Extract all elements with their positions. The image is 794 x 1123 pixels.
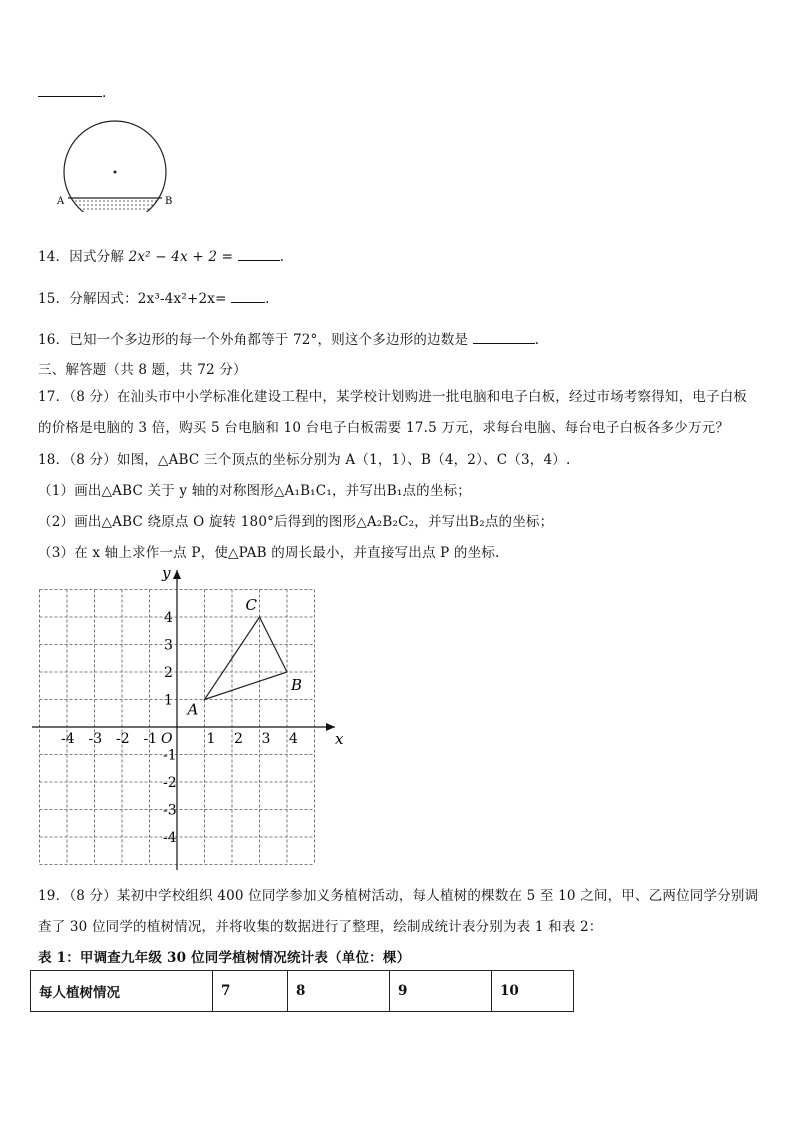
triangle-outline xyxy=(205,617,288,700)
q14-expr: 2x² − 4x + 2 = xyxy=(128,249,234,265)
q16-text: 16．已知一个多边形的每一个外角都等于 72°，则这个多边形的边数是 xyxy=(38,332,469,348)
y-tick-label: -2 xyxy=(163,775,177,791)
q14-end: . xyxy=(279,249,285,265)
triangle-abc xyxy=(186,596,303,719)
y-axis-label: y xyxy=(162,564,171,582)
tick-labels xyxy=(61,610,298,846)
x-tick-label: -4 xyxy=(61,731,75,747)
label-a: A xyxy=(57,196,65,207)
table-1 xyxy=(30,970,574,1012)
table-cell: 10 xyxy=(492,971,574,1012)
y-axis-arrow xyxy=(173,570,181,579)
x-axis-arrow xyxy=(326,723,335,731)
answer-line xyxy=(38,82,107,101)
q19-line1: 19．（8 分）某初中学校组织 400 位同学参加义务植树活动，每人植树的棵数在 5 至 10 之间，甲、乙两位同学分别调 xyxy=(38,888,759,904)
q14-blank xyxy=(238,246,280,261)
y-tick-label: 4 xyxy=(164,610,173,626)
label-b: B xyxy=(165,196,173,207)
origin-label: O xyxy=(161,731,173,747)
x-tick-label: 4 xyxy=(289,731,298,747)
x-tick-label: -3 xyxy=(88,731,103,747)
circle-figure xyxy=(55,120,185,212)
y-tick-label: 2 xyxy=(164,665,173,681)
y-tick-label: -3 xyxy=(163,802,177,819)
table-cell: 9 xyxy=(390,971,492,1012)
q14-text: 14．因式分解 xyxy=(38,249,125,265)
q15-end: . xyxy=(265,291,270,307)
q18-part2: （2）画出△ABC 绕原点 O 旋转 180°后得到的图形△A₂B₂C₂，并写出B₂点的坐标； xyxy=(38,514,554,530)
x-tick-label: 1 xyxy=(206,731,216,747)
q15-blank xyxy=(231,288,265,303)
q19-line2: 查了 30 位同学的植树情况，并将收集的数据进行了整理，绘制成统计表分别为表 1 和表 2： xyxy=(38,919,603,935)
q17-line1: 17．（8 分）在汕头市中小学标准化建设工程中，某学校计划购进一批电脑和电子白板，经过市场考察得知，电子白板 xyxy=(38,389,748,405)
vertex-label-c: C xyxy=(245,596,257,614)
y-tick-label: -4 xyxy=(163,830,177,846)
table-header-cell: 每人植树情况 xyxy=(31,971,213,1012)
table1-caption: 表 1：甲调查九年级 30 位同学植树情况统计表（单位：棵） xyxy=(38,950,411,966)
section-3-heading: 三、解答题（共 8 题，共 72 分） xyxy=(38,362,247,378)
question-16 xyxy=(38,328,539,348)
vertex-label-a: A xyxy=(187,700,199,719)
x-tick-label: -1 xyxy=(143,731,158,747)
x-tick-label: 2 xyxy=(234,731,243,747)
x-axis-label: x xyxy=(335,730,344,748)
y-tick-label: -1 xyxy=(163,747,177,764)
question-15 xyxy=(38,287,270,307)
vertex-label-b: B xyxy=(291,676,303,694)
x-tick-label: -2 xyxy=(116,731,130,747)
q18-part1: （1）画出△ABC 关于 y 轴的对称图形△A₁B₁C₁，并写出B₁点的坐标； xyxy=(38,483,471,499)
circle-center xyxy=(114,171,117,174)
y-tick-label: 1 xyxy=(164,692,173,709)
table-cell: 8 xyxy=(288,971,390,1012)
table-cell: 7 xyxy=(213,971,288,1012)
coordinate-grid xyxy=(30,560,350,872)
answer-blank xyxy=(38,82,102,97)
x-tick-label: 3 xyxy=(261,731,271,747)
q15-text: 15．分解因式：2x³-4x²+2x= xyxy=(38,291,227,307)
y-tick-label: 3 xyxy=(164,637,173,654)
q18-part3: （3）在 x 轴上求作一点 P，使△PAB 的周长最小，并直接写出点 P 的坐标. xyxy=(38,545,500,561)
q18-line1: 18．（8 分）如图，△ABC 三个顶点的坐标分别为 A（1，1）、B（4，2）、C（3，4）. xyxy=(38,452,571,468)
q16-blank xyxy=(473,329,535,344)
answer-period: . xyxy=(102,85,107,101)
table-row xyxy=(31,971,574,1012)
q17-line2: 的价格是电脑的 3 倍，购买 5 台电脑和 10 台电子白板需要 17.5 万元，求每台电脑、每台电子白板各多少万元？ xyxy=(38,420,730,436)
q16-end: . xyxy=(534,332,540,348)
question-14 xyxy=(38,245,284,265)
